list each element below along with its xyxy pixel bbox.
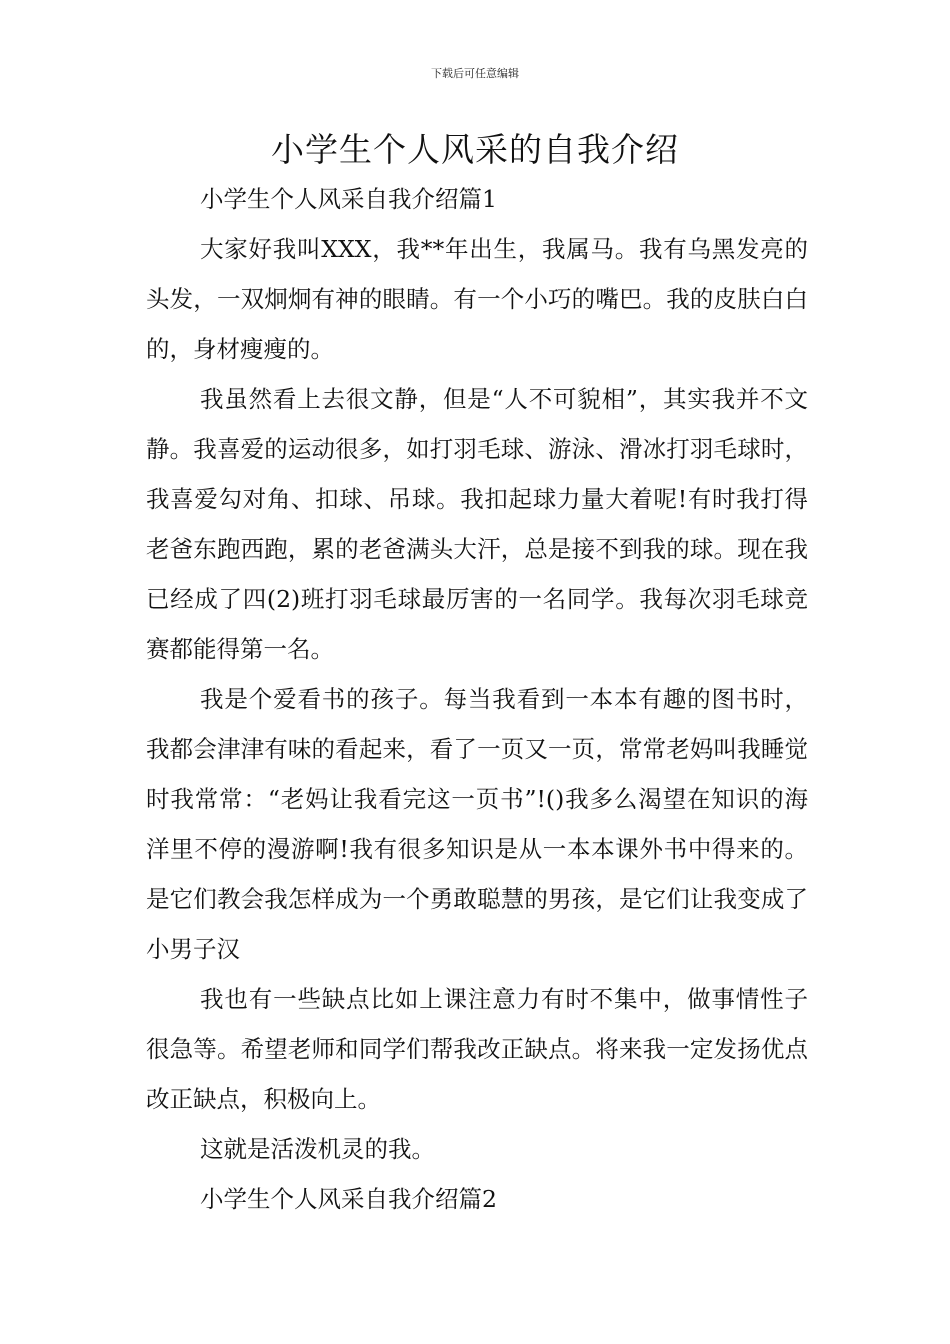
paragraph-sports: 我虽然看上去很文静，但是“人不可貌相”，其实我并不文静。我喜爱的运动很多，如打羽毛球、游泳、滑冰打羽毛球时，我喜爱勾对角、扣球、吊球。我扣起球力量大着呢!有时我打得老爸东跑西跑，累的老爸满头大汗，总是接不到我的球。现在我已经成了四(2)班打羽毛球最厉害的一名同学。我每次羽毛球竞赛都能得第一名。 [146,385,808,663]
closing-line: 这就是活泼机灵的我。 [200,1135,436,1163]
document-body [146,174,808,1224]
paragraph-shortcomings: 我也有一些缺点比如上课注意力有时不集中，做事情性子很急等。希望老师和同学们帮我改正缺点。将来我一定发扬优点改正缺点，积极向上。 [146,985,808,1113]
header-note: 下载后可任意编辑 [431,67,519,80]
section-heading-1: 小学生个人风采自我介绍篇1 [200,185,497,213]
paragraph-reading: 我是个爱看书的孩子。每当我看到一本本有趣的图书时，我都会津津有味的看起来，看了一页又一页，常常老妈叫我睡觉时我常常：“老妈让我看完这一页书”!()我多么渴望在知识的海洋里不停的漫游啊!我有很多知识是从一本本课外书中得来的。是它们教会我怎样成为一个勇敢聪慧的男孩，是它们让我变成了小男子汉 [146,685,808,963]
document-title: 小学生个人风采的自我介绍 [271,130,679,169]
paragraph-appearance: 大家好我叫XXX，我**年出生，我属马。我有乌黑发亮的头发，一双炯炯有神的眼睛。有一个小巧的嘴巴。我的皮肤白白的，身材瘦瘦的。 [146,235,808,363]
section-heading-2: 小学生个人风采自我介绍篇2 [200,1185,497,1213]
